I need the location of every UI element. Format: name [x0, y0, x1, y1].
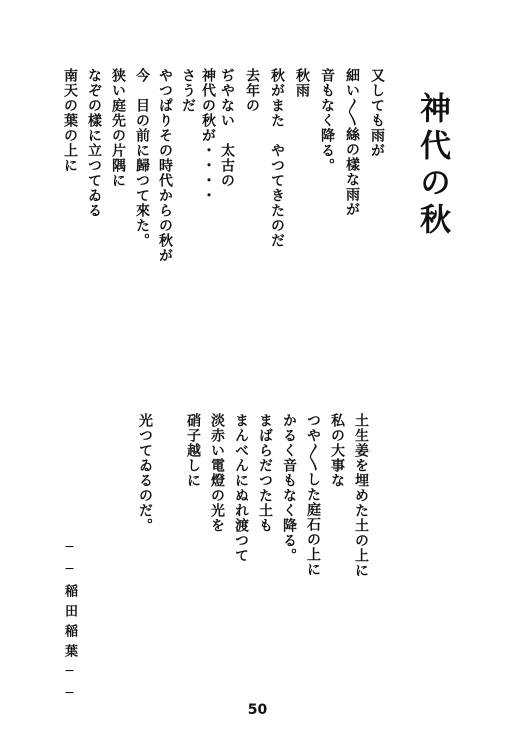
stanza1-line-6: 去年の [244, 68, 260, 113]
stanza1-line-5: 秋がまた やつてきたのだ [269, 68, 285, 248]
poem-title: 神代の秋 [414, 92, 450, 240]
stanza1-line-4: 秋雨 [294, 68, 310, 98]
stanza2-line-5: まばらだつた土も [257, 413, 273, 533]
author-name: ──稲田稲葉── [62, 540, 77, 708]
stanza1-line-7: ぢやない 太古の [219, 68, 235, 188]
stanza2-line-6: まんべんにぬれ渡つて [233, 413, 249, 563]
page-number: 50 [247, 702, 268, 718]
stanza1-line-14: 南天の葉の上に [62, 68, 78, 173]
stanza2-line-9: 光つてゐるのだ。 [137, 413, 153, 533]
stanza1-line-9: さうだ [180, 68, 196, 113]
stanza2-line-2: 私の大事な [329, 413, 345, 488]
stanza1-line-3: 音もなく降る。 [319, 68, 335, 173]
stanza2-line-3: つや〳〵した庭石の上に [305, 413, 321, 577]
stanza1-line-12: 狭い庭先の片隅に [110, 68, 126, 188]
stanza2-line-7: 淡赤い電燈の光を [209, 413, 225, 533]
stanza2-line-1: 土生姜を埋めた土の上に [353, 413, 369, 578]
stanza1-line-2: 細い〳〵絲の樣な雨が [344, 68, 360, 217]
stanza1-line-8: 神代の秋が・・・・ [200, 68, 216, 203]
stanza2-line-8: 硝子越しに [185, 413, 201, 488]
stanza2-line-4: かるく音もなく降る。 [281, 413, 297, 563]
stanza1-line-11: 今 目の前に歸つて來た。 [134, 68, 150, 248]
stanza1-line-1: 又しても雨が [369, 68, 385, 158]
stanza1-line-13: なぞの樣に立つてゐる [86, 68, 102, 218]
stanza1-line-10: やつぱりその時代からの秋が [157, 68, 173, 263]
